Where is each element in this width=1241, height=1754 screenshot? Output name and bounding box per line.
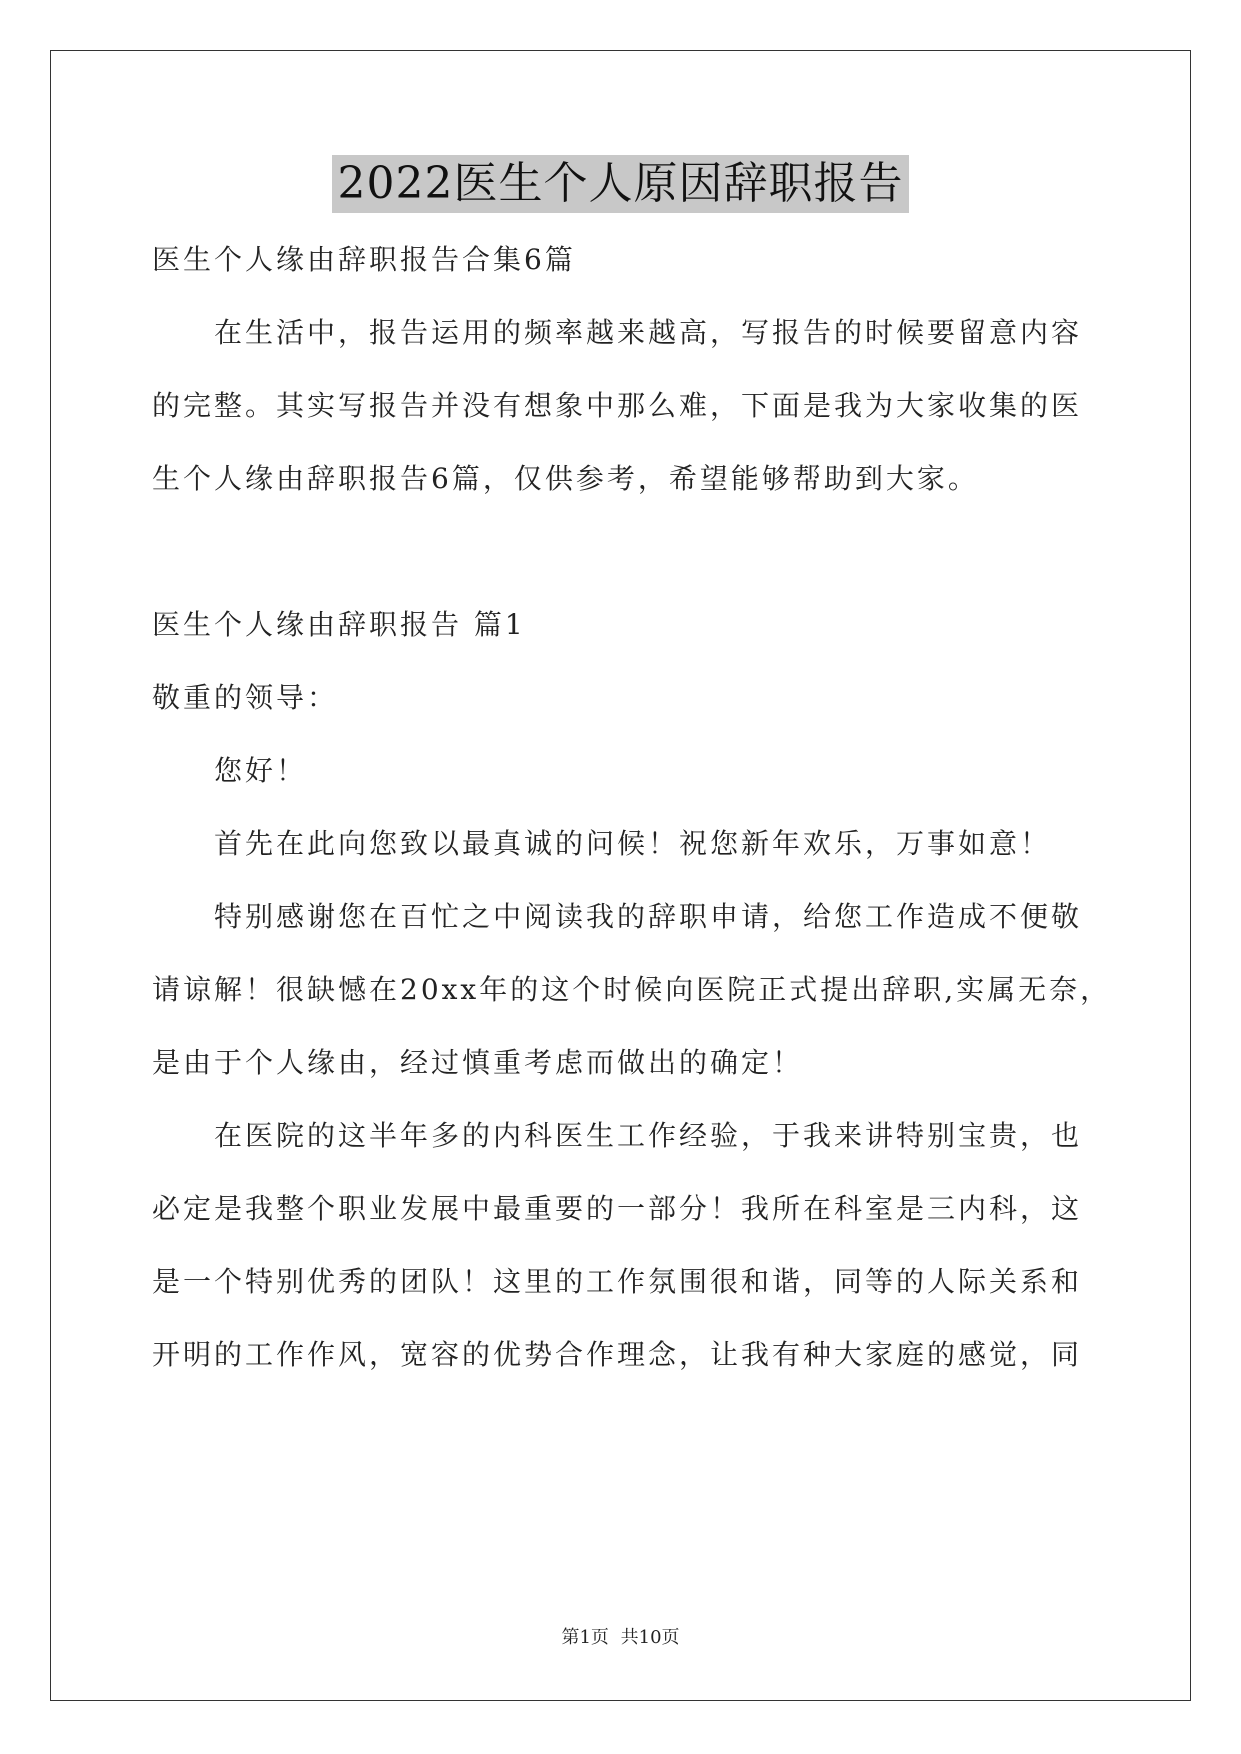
title-container [0,155,1241,213]
greeting: 您好！ [214,754,308,787]
page-footer [0,1626,1241,1650]
paragraph-3-line-4: 开明的工作作风，宽容的优势合作理念，让我有种大家庭的感觉，同 [152,1338,1083,1371]
paragraph-3-line-1: 在医院的这半年多的内科医生工作经验，于我来讲特别宝贵，也 [214,1119,1083,1152]
section-heading: 医生个人缘由辞职报告 篇1 [152,608,526,641]
intro-line-2: 的完整。其实写报告并没有想象中那么难，下面是我为大家收集的医 [152,389,1083,422]
page-number-current: 第1页 [561,1627,609,1648]
document-subtitle: 医生个人缘由辞职报告合集6篇 [152,243,576,276]
document-title: 2022医生个人原因辞职报告 [332,155,910,213]
intro-line-3: 生个人缘由辞职报告6篇，仅供参考，希望能够帮助到大家。 [152,462,979,495]
salutation: 敬重的领导： [152,681,339,714]
intro-line-1: 在生活中，报告运用的频率越来越高，写报告的时候要留意内容 [214,316,1083,349]
paragraph-3-line-3: 是一个特别优秀的团队！这里的工作氛围很和谐，同等的人际关系和 [152,1265,1083,1298]
paragraph-2-line-2: 请谅解！很缺憾在20xx年的这个时候向医院正式提出辞职,实属无奈， [152,973,1112,1006]
paragraph-1: 首先在此向您致以最真诚的问候！祝您新年欢乐，万事如意！ [214,827,1052,860]
paragraph-2-line-3: 是由于个人缘由，经过慎重考虑而做出的确定！ [152,1046,804,1079]
page-number-total: 共10页 [620,1627,680,1648]
paragraph-3-line-2: 必定是我整个职业发展中最重要的一部分！我所在科室是三内科，这 [152,1192,1083,1225]
paragraph-2-line-1: 特别感谢您在百忙之中阅读我的辞职申请，给您工作造成不便敬 [214,900,1083,933]
page-border [50,50,1191,1701]
